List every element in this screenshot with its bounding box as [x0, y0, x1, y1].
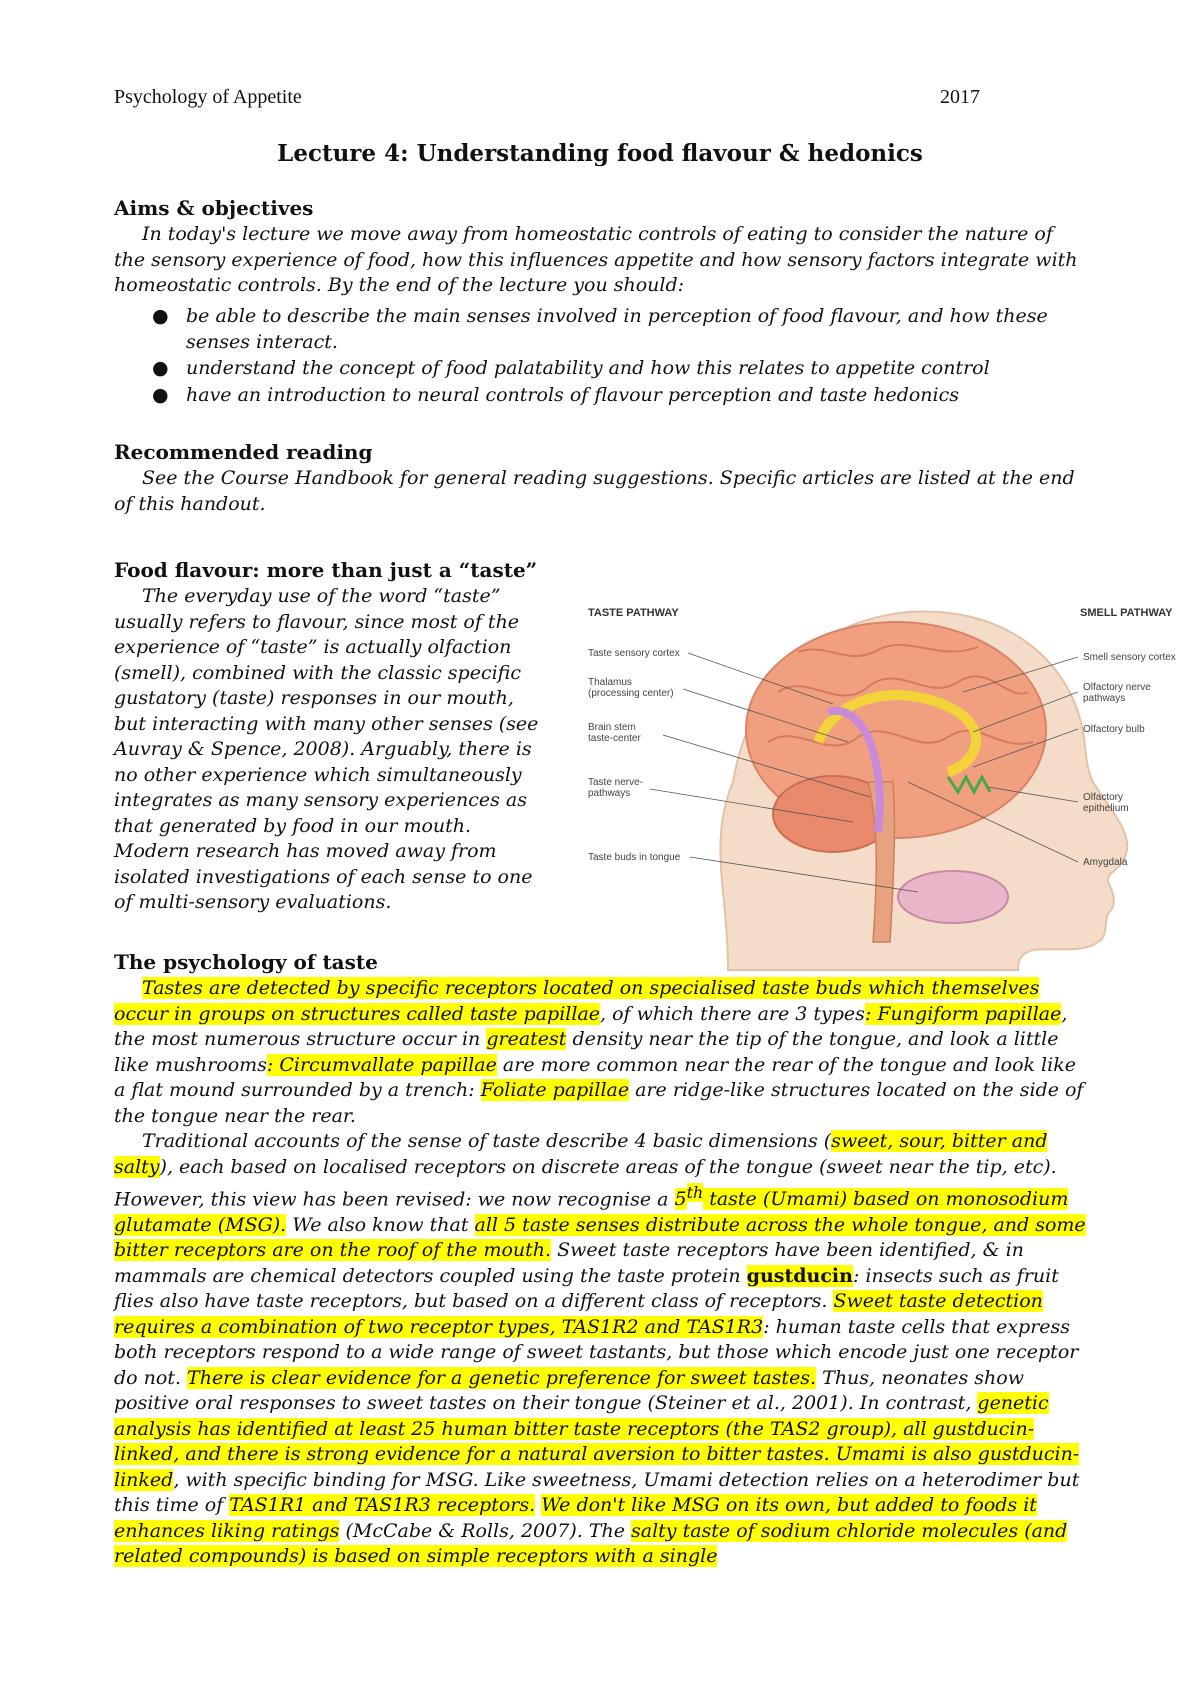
label-epithelium: epithelium — [1083, 803, 1129, 814]
psych-run: Sweet taste receptors have been identified, & in mammals are chemical detectors coupled using the taste protein — [114, 1239, 1024, 1287]
label-processing-center: (processing center) — [588, 688, 674, 699]
label-olfactory: Olfactory — [1083, 792, 1124, 803]
label-olfactory-pathways: pathways — [1083, 693, 1126, 704]
psych-run: Traditional accounts of the sense of taste describe 4 basic dimensions ( — [142, 1130, 832, 1152]
psych-run: sweet, sour, bitter and salty — [114, 1130, 1048, 1178]
label-pathways: pathways — [588, 788, 631, 799]
label-taste-nerve: Taste nerve- — [588, 777, 644, 788]
psych-run: greatest — [486, 1028, 567, 1050]
psych-text — [114, 976, 1089, 1570]
psych-run: are more common near the rear of the tongue and look like a flat mound surrounded by a trench: — [114, 1053, 1076, 1101]
psych-run: We also know that — [286, 1213, 475, 1236]
psych-run: taste (Umami) based on monosodium glutamate (MSG). — [114, 1188, 1069, 1236]
psych-run: Sweet taste detection requires a combination of two receptor types, TAS1R2 and TAS1R3 — [114, 1290, 1043, 1338]
psych-run: salty taste of sodium chloride molecules (and related compounds) is based on simple receptors with a single — [114, 1519, 1068, 1568]
label-amygdala: Amygdala — [1083, 857, 1128, 868]
bullet-icon: ● — [152, 357, 169, 379]
gustducin-term: gustducin — [746, 1264, 853, 1287]
psych-run: : Circumvallate papillae — [266, 1053, 497, 1076]
reading-heading: Recommended reading — [114, 440, 373, 464]
bullet-icon: ● — [152, 305, 169, 327]
psych-run: all 5 taste senses distribute across the whole tongue, and some bitter receptors are on the roof of the mouth. — [114, 1213, 1086, 1262]
label-olfactory-nerve: Olfactory nerve — [1083, 682, 1151, 693]
header-course: Psychology of Appetite — [114, 86, 302, 108]
header-year: 2017 — [940, 86, 980, 108]
psych-run: We don't like MSG on its own, but added to foods it enhances liking ratings — [114, 1494, 1037, 1542]
taste-smell-pathway-figure — [578, 592, 1192, 972]
label-taste-sensory-cortex: Taste sensory cortex — [588, 648, 680, 659]
psych-run: (McCabe & Rolls, 2007). The — [339, 1519, 631, 1542]
aims-bullet: ● be able to describe the main senses involved in perception of food flavour, and how these senses interact. — [152, 305, 1048, 353]
psych-paragraph-2 — [114, 1129, 1089, 1570]
label-brain-stem: Brain stem — [588, 722, 636, 733]
psych-run: ), each based on localised receptors on discrete areas of the tongue (sweet near the tip, etc). However, this view has been revised: we now recognise a — [114, 1155, 1057, 1211]
psych-run: , of which there are 3 types — [600, 1002, 865, 1025]
aims-heading: Aims & objectives — [114, 196, 314, 220]
label-taste-buds: Taste buds in tongue — [588, 852, 681, 863]
psych-run: : insects such as fruit flies also have taste receptors, but based on a different class of receptors. — [114, 1264, 1059, 1313]
smell-pathway-title: SMELL PATHWAY — [1080, 607, 1173, 619]
psych-run: 5 — [674, 1188, 687, 1211]
flavour-heading: Food flavour: more than just a “taste” — [114, 558, 538, 582]
flavour-text: The everyday use of the word “taste” usually refers to flavour, since most of the experience of “taste” is actually olfaction (smell), combined with the classic specific gustatory (taste) responses in our mouth, but interacting with many other senses (see Auvray & Spence, 2008). Arguably, there is no other experience which simultaneously integrates as many sensory experiences as that generated by food in our mouth. Modern research has moved away from isolated investigations of each sense to one of multi-sensory evaluations. — [114, 585, 539, 913]
aims-bullet: ● have an introduction to neural controls of flavour perception and taste hedonics — [186, 383, 1116, 409]
aims-bullet: ● understand the concept of food palatability and how this relates to appetite control — [186, 356, 1116, 382]
psych-run: : Fungiform papillae — [864, 1002, 1062, 1025]
psych-run: : human taste cells that express both receptors respond to a wide range of sweet tastants, but those which encode just one receptor do not. — [114, 1315, 1079, 1389]
psych-run: Thus, neonates show positive oral responses to sweet tastes on their tongue (Steiner et al., 2001). In contrast, — [114, 1366, 1024, 1415]
label-thalamus: Thalamus — [588, 677, 632, 688]
aims-list — [150, 304, 1116, 409]
psych-heading: The psychology of taste — [114, 950, 378, 974]
reading-text: See the Course Handbook for general reading suggestions. Specific articles are listed at the end of this handout. — [114, 467, 1075, 515]
psych-run: genetic analysis has identified at least 25 human bitter taste receptors (the TAS2 group), all gustducin-linked, and there is strong evidence for a natural aversion to bitter tastes. Umami is also gustducin-linked — [114, 1392, 1080, 1491]
psych-run-superscript: th — [686, 1183, 704, 1202]
psych-run: Foliate papillae — [480, 1079, 630, 1101]
tongue-shape — [898, 871, 1008, 923]
psych-paragraph-1 — [114, 976, 1089, 1129]
taste-pathway-title: TASTE PATHWAY — [588, 607, 679, 619]
aims-intro: In today's lecture we move away from homeostatic controls of eating to consider the nature of the sensory experience of food, how this influences appetite and how sensory factors integrate with homeostatic controls. By the end of the lecture you should: — [114, 223, 1078, 296]
psych-run: are ridge-like structures located on the side of the tongue near the rear. — [114, 1079, 1084, 1127]
psych-run: There is clear evidence for a genetic preference for sweet tastes. — [187, 1366, 817, 1389]
bullet-icon: ● — [152, 383, 169, 406]
psych-run: Tastes are detected by specific receptors located on specialised taste buds which themselves occur in groups on structures called taste papillae — [114, 977, 1040, 1025]
psych-run: TAS1R1 and TAS1R3 receptors. — [229, 1494, 536, 1517]
label-smell-sensory-cortex: Smell sensory cortex — [1083, 652, 1176, 663]
psych-run: , with specific binding for MSG. Like sweetness, Umami detection relies on a heterodimer but this time of — [114, 1468, 1080, 1517]
brain-pathway-illustration — [578, 592, 1192, 972]
label-olfactory-bulb: Olfactory bulb — [1083, 724, 1145, 735]
lecture-title: Lecture 4: Understanding food flavour & hedonics — [277, 140, 923, 167]
label-taste-center: taste-center — [588, 733, 641, 744]
psych-run: density near the tip of the tongue, and look a little like mushrooms — [114, 1028, 1059, 1076]
psych-run: , the most numerous structure occur in — [114, 1002, 1068, 1050]
